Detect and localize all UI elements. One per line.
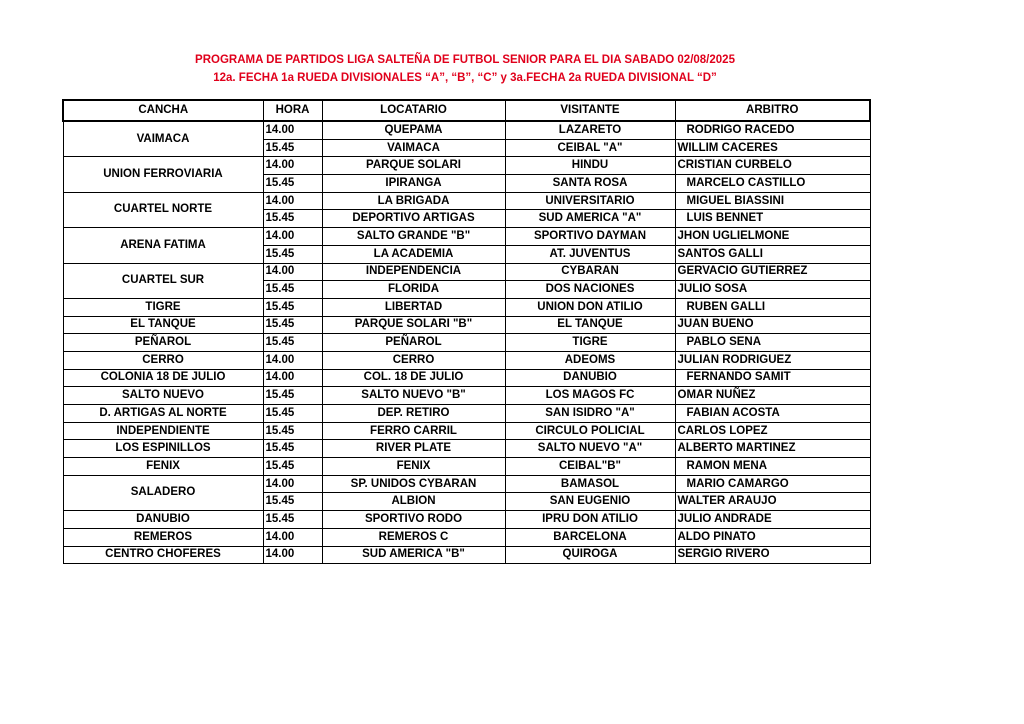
locatario-cell: FERRO CARRIL	[322, 422, 505, 440]
locatario-cell: INDEPENDENCIA	[322, 263, 505, 281]
locatario-cell: QUEPAMA	[322, 121, 505, 139]
cancha-cell: CENTRO CHOFERES	[63, 546, 263, 564]
visitante-cell: CIRCULO POLICIAL	[505, 422, 675, 440]
hora-cell: 14.00	[263, 157, 322, 175]
hora-cell: 15.45	[263, 210, 322, 228]
arbitro-cell: ALBERTO MARTINEZ	[675, 440, 870, 458]
hora-cell: 14.00	[263, 121, 322, 139]
arbitro-cell: WILLIM CACERES	[675, 139, 870, 157]
header-cancha: CANCHA	[63, 100, 263, 121]
schedule-body	[63, 121, 870, 564]
hora-cell: 15.45	[263, 281, 322, 299]
arbitro-cell: RODRIGO RACEDO	[675, 121, 870, 139]
locatario-cell: REMEROS C	[322, 528, 505, 546]
cancha-cell: COLONIA 18 DE JULIO	[63, 369, 263, 387]
table-row	[63, 511, 870, 529]
cancha-cell: VAIMACA	[63, 121, 263, 157]
cancha-cell: D. ARTIGAS AL NORTE	[63, 405, 263, 423]
table-row	[63, 387, 870, 405]
locatario-cell: PARQUE SOLARI "B"	[322, 316, 505, 334]
cancha-cell: SALTO NUEVO	[63, 387, 263, 405]
visitante-cell: ADEOMS	[505, 351, 675, 369]
cancha-cell: REMEROS	[63, 528, 263, 546]
visitante-cell: TIGRE	[505, 334, 675, 352]
cancha-cell: UNION FERROVIARIA	[63, 157, 263, 192]
hora-cell: 14.00	[263, 546, 322, 564]
visitante-cell: SANTA ROSA	[505, 175, 675, 193]
arbitro-cell: CARLOS LOPEZ	[675, 422, 870, 440]
visitante-cell: CEIBAL "A"	[505, 139, 675, 157]
locatario-cell: COL. 18 DE JULIO	[322, 369, 505, 387]
table-row	[63, 369, 870, 387]
visitante-cell: UNION DON ATILIO	[505, 298, 675, 316]
hora-cell: 15.45	[263, 511, 322, 529]
table-row	[63, 422, 870, 440]
arbitro-cell: FERNANDO SAMIT	[675, 369, 870, 387]
visitante-cell: LOS MAGOS FC	[505, 387, 675, 405]
arbitro-cell: LUIS BENNET	[675, 210, 870, 228]
hora-cell: 14.00	[263, 369, 322, 387]
visitante-cell: HINDU	[505, 157, 675, 175]
table-row	[63, 440, 870, 458]
locatario-cell: SUD AMERICA "B"	[322, 546, 505, 564]
document-title: PROGRAMA DE PARTIDOS LIGA SALTEÑA DE FUTBOL SENIOR PARA EL DIA SABADO 02/08/2025	[195, 54, 735, 66]
cancha-cell: CUARTEL SUR	[63, 263, 263, 298]
visitante-cell: AT. JUVENTUS	[505, 245, 675, 263]
table-row	[63, 546, 870, 564]
cancha-cell: LOS ESPINILLOS	[63, 440, 263, 458]
table-row	[63, 334, 870, 352]
document-subtitle: 12a. FECHA 1a RUEDA DIVISIONALES “A”, “B”, “C” y 3a.FECHA 2a RUEDA DIVISIONAL “D”	[213, 72, 717, 84]
arbitro-cell: RAMON MENA	[675, 458, 870, 476]
visitante-cell: QUIROGA	[505, 546, 675, 564]
arbitro-cell: OMAR NUÑEZ	[675, 387, 870, 405]
arbitro-cell: WALTER ARAUJO	[675, 493, 870, 511]
locatario-cell: SPORTIVO RODO	[322, 511, 505, 529]
arbitro-cell: MARCELO CASTILLO	[675, 175, 870, 193]
visitante-cell: LAZARETO	[505, 121, 675, 139]
arbitro-cell: JHON UGLIELMONE	[675, 228, 870, 246]
hora-cell: 15.45	[263, 422, 322, 440]
hora-cell: 14.00	[263, 263, 322, 281]
locatario-cell: LIBERTAD	[322, 298, 505, 316]
arbitro-cell: JULIO SOSA	[675, 281, 870, 299]
table-row	[63, 192, 870, 210]
hora-cell: 15.45	[263, 298, 322, 316]
arbitro-cell: FABIAN ACOSTA	[675, 405, 870, 423]
arbitro-cell: RUBEN GALLI	[675, 298, 870, 316]
locatario-cell: FENIX	[322, 458, 505, 476]
arbitro-cell: JULIO ANDRADE	[675, 511, 870, 529]
locatario-cell: FLORIDA	[322, 281, 505, 299]
table-row	[63, 458, 870, 476]
cancha-cell: TIGRE	[63, 298, 263, 316]
locatario-cell: SALTO GRANDE "B"	[322, 228, 505, 246]
arbitro-cell: ALDO PINATO	[675, 528, 870, 546]
hora-cell: 15.45	[263, 175, 322, 193]
hora-cell: 14.00	[263, 192, 322, 210]
table-row	[63, 316, 870, 334]
hora-cell: 15.45	[263, 245, 322, 263]
locatario-cell: LA ACADEMIA	[322, 245, 505, 263]
hora-cell: 14.00	[263, 351, 322, 369]
cancha-cell: PEÑAROL	[63, 334, 263, 352]
locatario-cell: DEP. RETIRO	[322, 405, 505, 423]
hora-cell: 15.45	[263, 458, 322, 476]
locatario-cell: RIVER PLATE	[322, 440, 505, 458]
header-arbitro: ARBITRO	[675, 100, 870, 121]
locatario-cell: VAIMACA	[322, 139, 505, 157]
cancha-cell: CUARTEL NORTE	[63, 192, 263, 227]
arbitro-cell: MARIO CAMARGO	[675, 475, 870, 493]
visitante-cell: SAN EUGENIO	[505, 493, 675, 511]
arbitro-cell: SERGIO RIVERO	[675, 546, 870, 564]
visitante-cell: CYBARAN	[505, 263, 675, 281]
cancha-cell: DANUBIO	[63, 511, 263, 529]
visitante-cell: CEIBAL"B"	[505, 458, 675, 476]
table-row	[63, 263, 870, 281]
locatario-cell: DEPORTIVO ARTIGAS	[322, 210, 505, 228]
hora-cell: 15.45	[263, 334, 322, 352]
header-hora: HORA	[263, 100, 322, 121]
visitante-cell: BARCELONA	[505, 528, 675, 546]
visitante-cell: UNIVERSITARIO	[505, 192, 675, 210]
arbitro-cell: JULIAN RODRIGUEZ	[675, 351, 870, 369]
cancha-cell: SALADERO	[63, 475, 263, 510]
table-row	[63, 351, 870, 369]
table-row	[63, 298, 870, 316]
locatario-cell: LA BRIGADA	[322, 192, 505, 210]
table-row	[63, 121, 870, 139]
locatario-cell: SALTO NUEVO "B"	[322, 387, 505, 405]
table-row	[63, 405, 870, 423]
arbitro-cell: CRISTIAN CURBELO	[675, 157, 870, 175]
hora-cell: 15.45	[263, 493, 322, 511]
arbitro-cell: JUAN BUENO	[675, 316, 870, 334]
table-row	[63, 157, 870, 175]
cancha-cell: INDEPENDIENTE	[63, 422, 263, 440]
cancha-cell: FENIX	[63, 458, 263, 476]
visitante-cell: DANUBIO	[505, 369, 675, 387]
table-row	[63, 528, 870, 546]
arbitro-cell: SANTOS GALLI	[675, 245, 870, 263]
hora-cell: 14.00	[263, 528, 322, 546]
visitante-cell: IPRU DON ATILIO	[505, 511, 675, 529]
arbitro-cell: PABLO SENA	[675, 334, 870, 352]
header-locatario: LOCATARIO	[322, 100, 505, 121]
hora-cell: 14.00	[263, 475, 322, 493]
table-row	[63, 228, 870, 246]
header-row	[63, 100, 870, 121]
hora-cell: 15.45	[263, 405, 322, 423]
visitante-cell: SALTO NUEVO "A"	[505, 440, 675, 458]
locatario-cell: PEÑAROL	[322, 334, 505, 352]
locatario-cell: SP. UNIDOS CYBARAN	[322, 475, 505, 493]
visitante-cell: BAMASOL	[505, 475, 675, 493]
cancha-cell: CERRO	[63, 351, 263, 369]
locatario-cell: PARQUE SOLARI	[322, 157, 505, 175]
hora-cell: 15.45	[263, 316, 322, 334]
cancha-cell: ARENA FATIMA	[63, 228, 263, 263]
hora-cell: 14.00	[263, 228, 322, 246]
visitante-cell: EL TANQUE	[505, 316, 675, 334]
visitante-cell: SUD AMERICA "A"	[505, 210, 675, 228]
arbitro-cell: GERVACIO GUTIERREZ	[675, 263, 870, 281]
visitante-cell: DOS NACIONES	[505, 281, 675, 299]
header-visitante: VISITANTE	[505, 100, 675, 121]
locatario-cell: IPIRANGA	[322, 175, 505, 193]
locatario-cell: CERRO	[322, 351, 505, 369]
locatario-cell: ALBION	[322, 493, 505, 511]
hora-cell: 15.45	[263, 139, 322, 157]
table-row	[63, 475, 870, 493]
visitante-cell: SPORTIVO DAYMAN	[505, 228, 675, 246]
hora-cell: 15.45	[263, 387, 322, 405]
cancha-cell: EL TANQUE	[63, 316, 263, 334]
arbitro-cell: MIGUEL BIASSINI	[675, 192, 870, 210]
hora-cell: 15.45	[263, 440, 322, 458]
schedule-table	[62, 99, 871, 564]
visitante-cell: SAN ISIDRO "A"	[505, 405, 675, 423]
